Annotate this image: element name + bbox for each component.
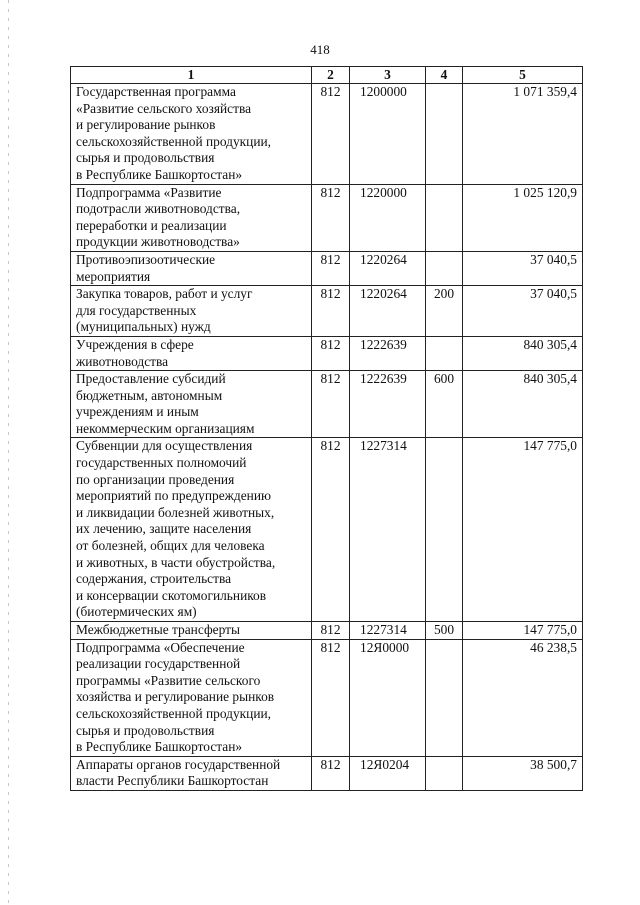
budget-table bbox=[70, 66, 583, 791]
row-sum-cell: 46 238,5 bbox=[463, 639, 583, 756]
header-col-4: 4 bbox=[426, 67, 463, 84]
table-row bbox=[71, 371, 583, 438]
table-row bbox=[71, 286, 583, 337]
table-header-row bbox=[71, 67, 583, 84]
row-ved-cell: 812 bbox=[312, 371, 350, 438]
row-vr-cell: 600 bbox=[426, 371, 463, 438]
table-row bbox=[71, 336, 583, 370]
row-csr-cell: 1200000 bbox=[350, 84, 426, 185]
row-name-cell: Подпрограмма «Обеспечение реализации государственной программы «Развитие сельского хозяйства и регулирование рынков сельскохозяйственной продукции, сырья и продовольствия в Республике Башкортостан» bbox=[71, 639, 312, 756]
row-vr-cell bbox=[426, 84, 463, 185]
row-vr-cell bbox=[426, 184, 463, 251]
table-row bbox=[71, 84, 583, 185]
row-name-cell: Субвенции для осуществления государственных полномочий по организации проведения мероприятий по предупреждению и ликвидации болезней животных, их лечению, защите населения от болезней, общих для человека и животных, в части обустройства, содержания, строительства и консервации скотомогильников (биотермических ям) bbox=[71, 438, 312, 622]
table-row bbox=[71, 438, 583, 622]
row-ved-cell: 812 bbox=[312, 184, 350, 251]
scan-edge-artifact bbox=[8, 0, 9, 905]
row-ved-cell: 812 bbox=[312, 756, 350, 790]
header-col-2: 2 bbox=[312, 67, 350, 84]
row-sum-cell: 37 040,5 bbox=[463, 251, 583, 285]
row-ved-cell: 812 bbox=[312, 251, 350, 285]
row-name-cell: Закупка товаров, работ и услуг для государственных (муниципальных) нужд bbox=[71, 286, 312, 337]
row-vr-cell bbox=[426, 251, 463, 285]
row-name-cell: Подпрограмма «Развитие подотрасли животноводства, переработки и реализации продукции животноводства» bbox=[71, 184, 312, 251]
table-body bbox=[71, 84, 583, 791]
row-name-cell: Аппараты органов государственной власти Республики Башкортостан bbox=[71, 756, 312, 790]
row-vr-cell: 500 bbox=[426, 622, 463, 640]
row-vr-cell bbox=[426, 756, 463, 790]
row-name-cell: Государственная программа «Развитие сельского хозяйства и регулирование рынков сельскохозяйственной продукции, сырья и продовольствия в Республике Башкортостан» bbox=[71, 84, 312, 185]
row-sum-cell: 840 305,4 bbox=[463, 371, 583, 438]
row-csr-cell: 1220000 bbox=[350, 184, 426, 251]
row-sum-cell: 147 775,0 bbox=[463, 622, 583, 640]
row-ved-cell: 812 bbox=[312, 438, 350, 622]
row-ved-cell: 812 bbox=[312, 286, 350, 337]
row-csr-cell: 1222639 bbox=[350, 371, 426, 438]
page-number: 418 bbox=[310, 42, 330, 57]
row-sum-cell: 38 500,7 bbox=[463, 756, 583, 790]
row-name-cell: Учреждения в сфере животноводства bbox=[71, 336, 312, 370]
row-csr-cell: 1220264 bbox=[350, 286, 426, 337]
row-sum-cell: 1 025 120,9 bbox=[463, 184, 583, 251]
row-vr-cell bbox=[426, 639, 463, 756]
row-ved-cell: 812 bbox=[312, 639, 350, 756]
row-csr-cell: 1227314 bbox=[350, 622, 426, 640]
table-row bbox=[71, 622, 583, 640]
row-name-cell: Предоставление субсидий бюджетным, автономным учреждениям и иным некоммерческим организациям bbox=[71, 371, 312, 438]
row-vr-cell: 200 bbox=[426, 286, 463, 337]
row-ved-cell: 812 bbox=[312, 84, 350, 185]
row-sum-cell: 37 040,5 bbox=[463, 286, 583, 337]
row-csr-cell: 1222639 bbox=[350, 336, 426, 370]
row-csr-cell: 1227314 bbox=[350, 438, 426, 622]
header-col-1: 1 bbox=[71, 67, 312, 84]
header-col-5: 5 bbox=[463, 67, 583, 84]
row-vr-cell bbox=[426, 336, 463, 370]
row-name-cell: Межбюджетные трансферты bbox=[71, 622, 312, 640]
row-csr-cell: 12Я0204 bbox=[350, 756, 426, 790]
row-vr-cell bbox=[426, 438, 463, 622]
table-row bbox=[71, 639, 583, 756]
row-csr-cell: 12Я0000 bbox=[350, 639, 426, 756]
table-row bbox=[71, 251, 583, 285]
table-row bbox=[71, 756, 583, 790]
row-sum-cell: 1 071 359,4 bbox=[463, 84, 583, 185]
row-ved-cell: 812 bbox=[312, 336, 350, 370]
row-sum-cell: 147 775,0 bbox=[463, 438, 583, 622]
row-csr-cell: 1220264 bbox=[350, 251, 426, 285]
row-ved-cell: 812 bbox=[312, 622, 350, 640]
table-row bbox=[71, 184, 583, 251]
row-sum-cell: 840 305,4 bbox=[463, 336, 583, 370]
header-col-3: 3 bbox=[350, 67, 426, 84]
row-name-cell: Противоэпизоотические мероприятия bbox=[71, 251, 312, 285]
